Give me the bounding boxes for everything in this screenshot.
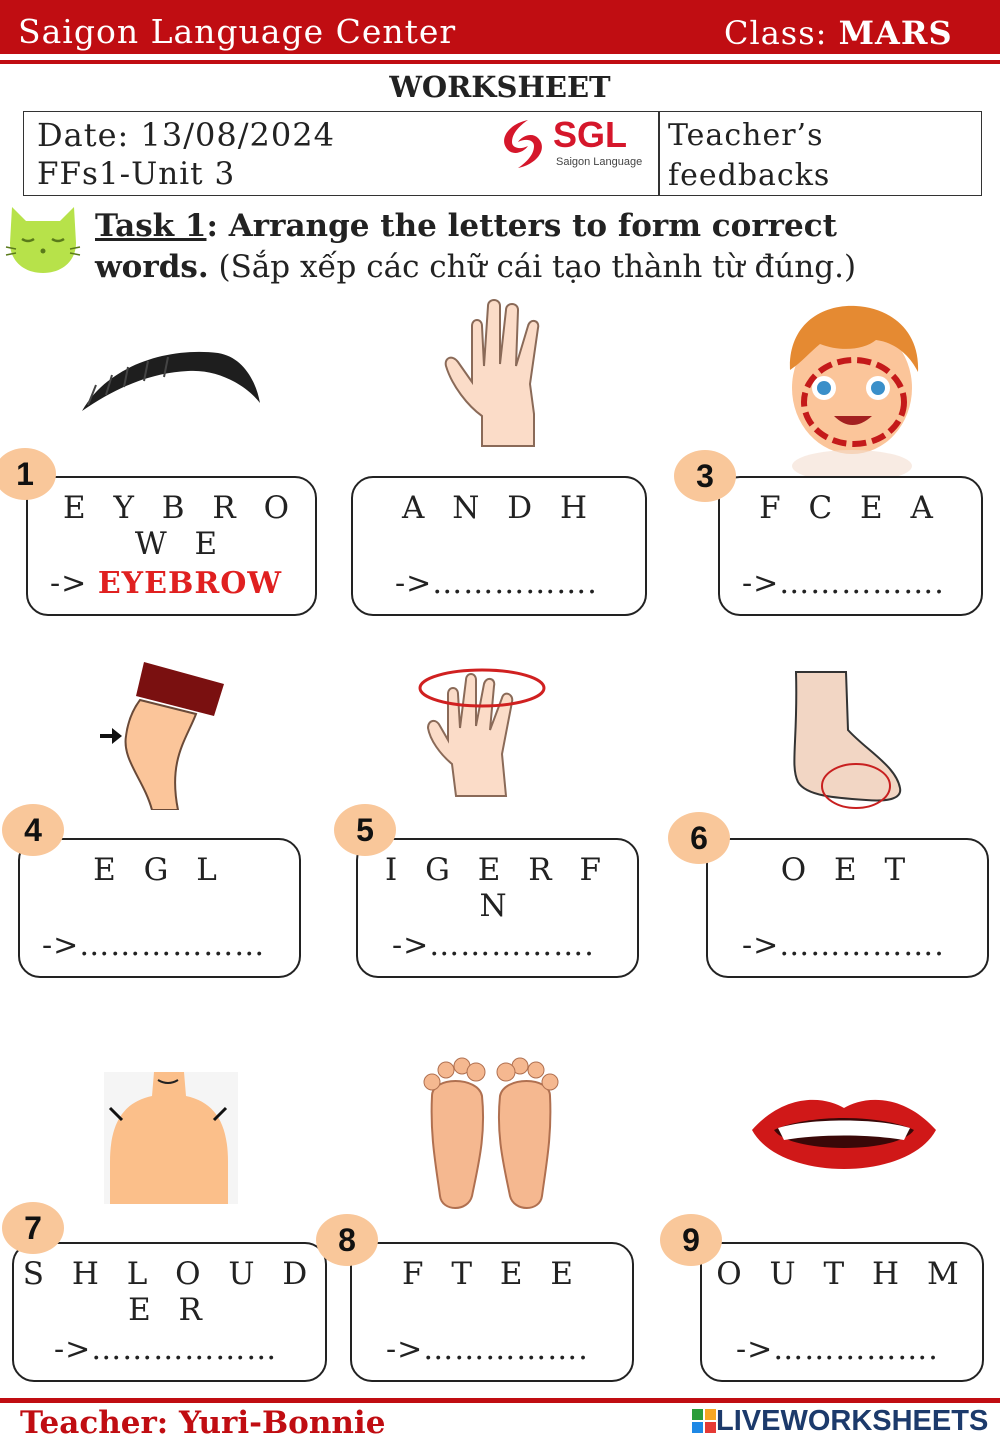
number-badge: 9 [660, 1214, 722, 1266]
center-name: Saigon Language Center [18, 12, 457, 51]
info-table-divider [658, 111, 660, 196]
word-card-8 [350, 1242, 634, 1382]
feedback-label-line1: Teacher’s [668, 118, 824, 153]
answer-prefix: ->……………. [392, 928, 595, 963]
worksheet-title: WORKSHEET [389, 70, 611, 104]
eyebrow-icon [78, 345, 262, 417]
answer-prefix: -> [50, 566, 98, 601]
footer-divider [0, 1398, 1000, 1403]
feedback-label-line2: feedbacks [668, 158, 831, 193]
scrambled-letters: F C E A [759, 490, 942, 526]
class-label-text: Class: [724, 14, 839, 52]
number-badge: 8 [316, 1214, 378, 1266]
scrambled-letters: E G L [93, 852, 226, 888]
leg-icon [96, 660, 230, 810]
word-card-2 [351, 476, 647, 616]
answer-line[interactable] [395, 566, 598, 601]
word-card-9 [700, 1242, 984, 1382]
answer-prefix: ->……………. [742, 566, 945, 601]
cat-icon [4, 203, 82, 277]
answer-prefix: ->……………. [742, 928, 945, 963]
answer-prefix: ->……………. [395, 566, 598, 601]
answer-line[interactable] [50, 566, 282, 601]
word-card-4 [18, 838, 301, 978]
task-label: Task 1 [95, 208, 207, 244]
answer-line[interactable] [54, 1332, 277, 1367]
liveworksheets-text: LIVEWORKSHEETS [716, 1405, 989, 1437]
task-instruction-vietnamese: (Sắp xếp các chữ cái tạo thành từ đúng.) [208, 249, 857, 285]
scrambled-letters: F T E E [401, 1256, 582, 1292]
answer-line[interactable] [42, 928, 265, 963]
answer-prefix: ->……………. [386, 1332, 589, 1367]
header-divider [0, 60, 1000, 64]
number-badge: 4 [2, 804, 64, 856]
task-instruction-bold2: words. [95, 249, 209, 285]
number-badge: 1 [0, 448, 56, 500]
finger-icon [416, 664, 548, 798]
unit-text: FFs1-Unit 3 [37, 156, 236, 192]
answer-prefix: ->……………… [54, 1332, 278, 1367]
number-badge: 6 [668, 812, 730, 864]
class-label [724, 14, 953, 52]
mouth-icon [748, 1090, 940, 1182]
scrambled-letters: O U T H M [716, 1256, 968, 1292]
word-card-1 [26, 476, 317, 616]
number-badge: 3 [674, 450, 736, 502]
shoulder-icon [104, 1072, 238, 1204]
answer-line[interactable] [742, 566, 945, 601]
answer-line[interactable] [386, 1332, 589, 1367]
task-instruction-line2 [95, 249, 856, 285]
answer-line[interactable] [392, 928, 595, 963]
number-badge: 5 [334, 804, 396, 856]
scrambled-letters: E Y B R O W E [62, 490, 299, 562]
face-icon [780, 296, 928, 488]
hand-icon [438, 296, 568, 452]
answer-line[interactable] [742, 928, 945, 963]
word-card-3 [718, 476, 983, 616]
scrambled-letters: S H L O U D E R [22, 1256, 317, 1328]
word-card-6 [706, 838, 989, 978]
class-value: MARS [838, 14, 953, 52]
number-badge: 7 [2, 1202, 64, 1254]
scrambled-letters: A N D H [402, 490, 596, 526]
liveworksheets-icon [692, 1409, 716, 1433]
scrambled-letters: I G E R F N [385, 852, 610, 924]
teacher-name: Teacher: Yuri-Bonnie [20, 1405, 386, 1441]
sgl-logo-subtitle: Saigon Language [556, 156, 643, 168]
task-instruction-line1 [95, 208, 837, 244]
answer-prefix: ->……………… [42, 928, 266, 963]
date-text: Date: 13/08/2024 [37, 116, 335, 154]
answer-line[interactable] [736, 1332, 939, 1367]
toe-icon [786, 670, 906, 814]
feet-icon [412, 1056, 570, 1212]
word-card-5 [356, 838, 639, 978]
sgl-logo-text: SGL [553, 114, 628, 155]
liveworksheets-brand [692, 1405, 988, 1438]
task-instruction-bold: : Arrange the letters to form correct [206, 208, 837, 244]
scrambled-letters: O E T [780, 852, 915, 888]
word-card-7 [12, 1242, 327, 1382]
answer-text: EYEBROW [97, 566, 283, 601]
answer-prefix: ->……………. [736, 1332, 939, 1367]
